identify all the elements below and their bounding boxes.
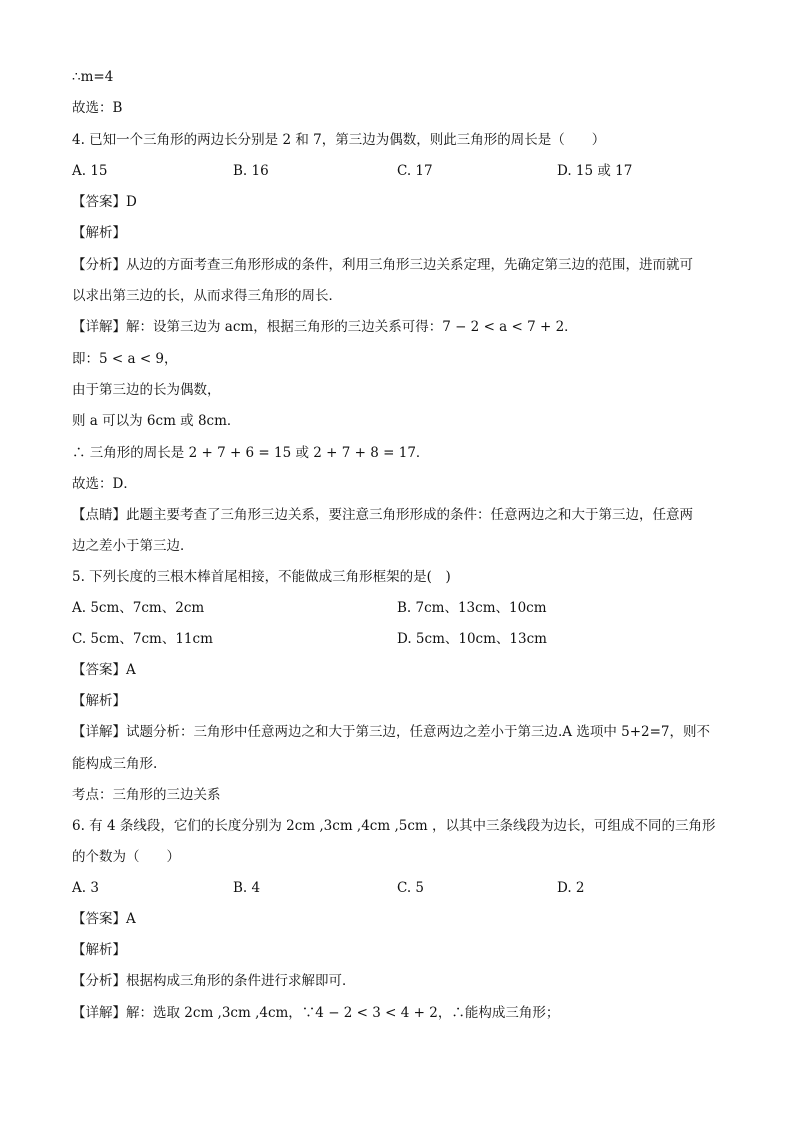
option-b: B. 16 xyxy=(233,163,269,179)
answer-label: 【答案】A xyxy=(72,911,136,927)
detail-text: 【详解】解：选取 2cm ,3cm ,4cm，∵4 − 2 < 3 < 4 + 2，∴能构成三角形； xyxy=(72,1005,560,1021)
analysis-label: 【解析】 xyxy=(72,693,126,709)
topic-text: 考点：三角形的三边关系 xyxy=(72,787,221,803)
detail-text: 能构成三角形. xyxy=(72,756,158,772)
analysis-label: 【解析】 xyxy=(72,225,126,241)
option-a: A. 5cm、7cm、2cm xyxy=(72,600,205,616)
question-6: 6. 有 4 条线段，它们的长度分别为 2cm ,3cm ,4cm ,5cm ，以其中三条线段为边长，可组成不同的三角形 xyxy=(72,818,716,834)
detail-text: ∴ 三角形的周长是 2 + 7 + 6 = 15 或 2 + 7 + 8 = 17． xyxy=(72,445,430,461)
question-5: 5. 下列长度的三根木棒首尾相接，不能做成三角形框架的是( ) xyxy=(72,569,451,585)
detail-text: 则 a 可以为 6cm 或 8cm． xyxy=(72,413,241,429)
answer-label: 【答案】D xyxy=(72,194,137,210)
option-b: B. 4 xyxy=(233,880,261,896)
detail-text: 由于第三边的长为偶数， xyxy=(72,382,221,398)
option-d: D. 5cm、10cm、13cm xyxy=(397,631,547,647)
detail-text: 即：5 < a < 9， xyxy=(72,351,178,367)
analysis-label: 【解析】 xyxy=(72,942,126,958)
option-d: D. 2 xyxy=(557,880,585,896)
analysis-text: 【分析】根据构成三角形的条件进行求解即可． xyxy=(72,973,356,989)
answer-label: 【答案】A xyxy=(72,662,136,678)
text-line: 故选：B xyxy=(72,100,123,116)
comment-text: 边之差小于第三边． xyxy=(72,538,194,554)
option-c: C. 5 xyxy=(397,880,425,896)
detail-text: 【详解】解：设第三边为 acm，根据三角形的三边关系可得：7 − 2 < a < 7 + 2． xyxy=(72,319,578,335)
option-d: D. 15 或 17 xyxy=(557,163,633,179)
option-b: B. 7cm、13cm、10cm xyxy=(397,600,547,616)
detail-text: 故选：D． xyxy=(72,476,137,492)
detail-text: 【详解】试题分析：三角形中任意两边之和大于第三边，任意两边之差小于第三边.A 选项中 5+2=7，则不 xyxy=(72,724,711,740)
option-c: C. 17 xyxy=(397,163,433,179)
analysis-text: 以求出第三边的长，从而求得三角形的周长． xyxy=(72,288,342,304)
option-c: C. 5cm、7cm、11cm xyxy=(72,631,213,647)
question-6: 的个数为（ ） xyxy=(72,849,180,865)
option-a: A. 3 xyxy=(72,880,99,896)
text-line: ∴m=4 xyxy=(72,69,114,85)
question-4: 4. 已知一个三角形的两边长分别是 2 和 7，第三边为偶数，则此三角形的周长是（ ） xyxy=(72,132,606,148)
comment-text: 【点睛】此题主要考查了三角形三边关系，要注意三角形形成的条件：任意两边之和大于第三边，任意两 xyxy=(72,507,693,523)
analysis-text: 【分析】从边的方面考查三角形形成的条件，利用三角形三边关系定理，先确定第三边的范围，进而就可 xyxy=(72,257,693,273)
option-a: A. 15 xyxy=(72,163,108,179)
